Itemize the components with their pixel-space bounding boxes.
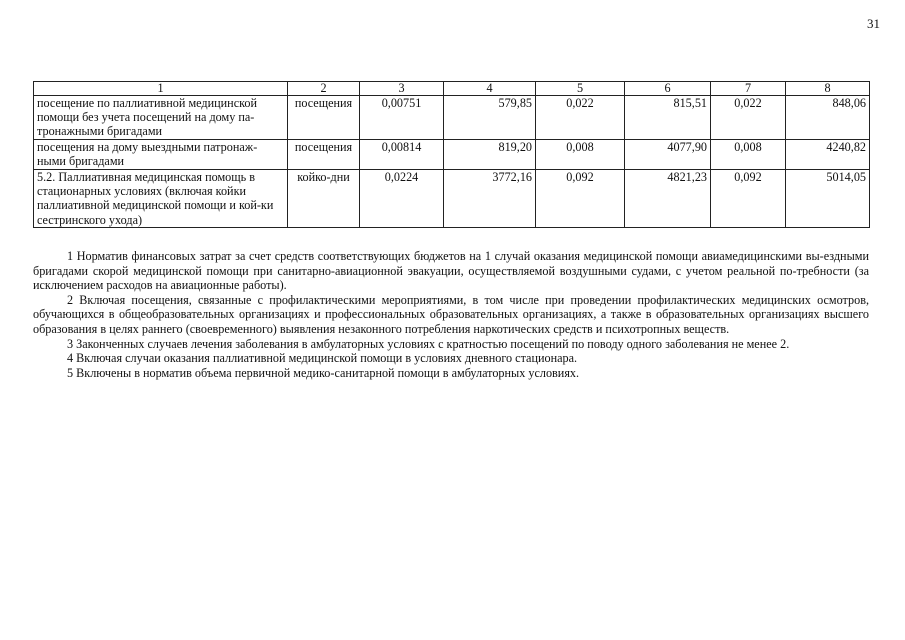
footnote-3: 3 Законченных случаев лечения заболевания в амбулаторных условиях с кратностью посещений по поводу одного заболевания не менее 2.	[67, 336, 790, 351]
value-cell: 4240,82	[786, 140, 870, 170]
value-cell: 579,85	[444, 96, 536, 140]
footnote-5: 5 Включены в норматив объема первичной медико-санитарной помощи в амбулаторных условиях.	[67, 365, 580, 380]
unit-cell: койко-дни	[288, 170, 360, 228]
value-cell: 0,022	[711, 96, 786, 140]
column-header: 8	[786, 82, 870, 96]
column-header: 7	[711, 82, 786, 96]
value-cell: 0,008	[536, 140, 625, 170]
table-row	[34, 170, 870, 228]
table-row	[34, 96, 870, 140]
column-header: 3	[360, 82, 444, 96]
row-name-cell: посещения на дому выездными патронаж-ными бригадами	[34, 140, 288, 170]
value-cell: 3772,16	[444, 170, 536, 228]
footnote-4: 4 Включая случаи оказания паллиативной медицинской помощи в условиях дневного стационара.	[67, 351, 578, 366]
value-cell: 0,092	[711, 170, 786, 228]
column-header: 6	[625, 82, 711, 96]
value-cell: 0,008	[711, 140, 786, 170]
column-header: 1	[34, 82, 288, 96]
row-name-cell: посещение по паллиативной медицинской помощи без учета посещений на дому па-тронажными бригадами	[34, 96, 288, 140]
row-name-cell: 5.2. Паллиативная медицинская помощь в стационарных условиях (включая койки паллиативной медицинской помощи и кой-ки сестринского ухода)	[34, 170, 288, 228]
unit-cell: посещения	[288, 140, 360, 170]
page-number: 31	[867, 16, 880, 31]
footnotes	[33, 249, 869, 380]
value-cell: 819,20	[444, 140, 536, 170]
value-cell: 4077,90	[625, 140, 711, 170]
value-cell: 0,092	[536, 170, 625, 228]
value-cell: 0,0224	[360, 170, 444, 228]
table-header-row	[34, 82, 870, 96]
column-header: 2	[288, 82, 360, 96]
column-header: 4	[444, 82, 536, 96]
footnote-1: 1 Норматив финансовых затрат за счет средств соответствующих бюджетов на 1 случай оказания медицинской помощи авиамедицинскими вы-ездными бригадами скорой медицинской помощи при санитарно-авиационной эвакуации, осуществляемой воздушными судами, с учетом реальной по-требности (за исключением расходов на авиационные работы).	[33, 249, 869, 293]
value-cell: 5014,05	[786, 170, 870, 228]
value-cell: 4821,23	[625, 170, 711, 228]
value-cell: 0,022	[536, 96, 625, 140]
footnote-2: 2 Включая посещения, связанные с профилактическими мероприятиями, в том числе при проведении профилактических медицинских осмотров, обучающихся в общеобразовательных организациях и профессиональных образовательных организациях, а также в образовательных организациях высшего образования в целях раннего (своевременного) выявления незаконного потребления наркотических средств и психотропных веществ.	[33, 292, 869, 336]
value-cell: 0,00751	[360, 96, 444, 140]
value-cell: 815,51	[625, 96, 711, 140]
data-table	[33, 81, 870, 228]
column-header: 5	[536, 82, 625, 96]
table-row	[34, 140, 870, 170]
unit-cell: посещения	[288, 96, 360, 140]
value-cell: 0,00814	[360, 140, 444, 170]
value-cell: 848,06	[786, 96, 870, 140]
